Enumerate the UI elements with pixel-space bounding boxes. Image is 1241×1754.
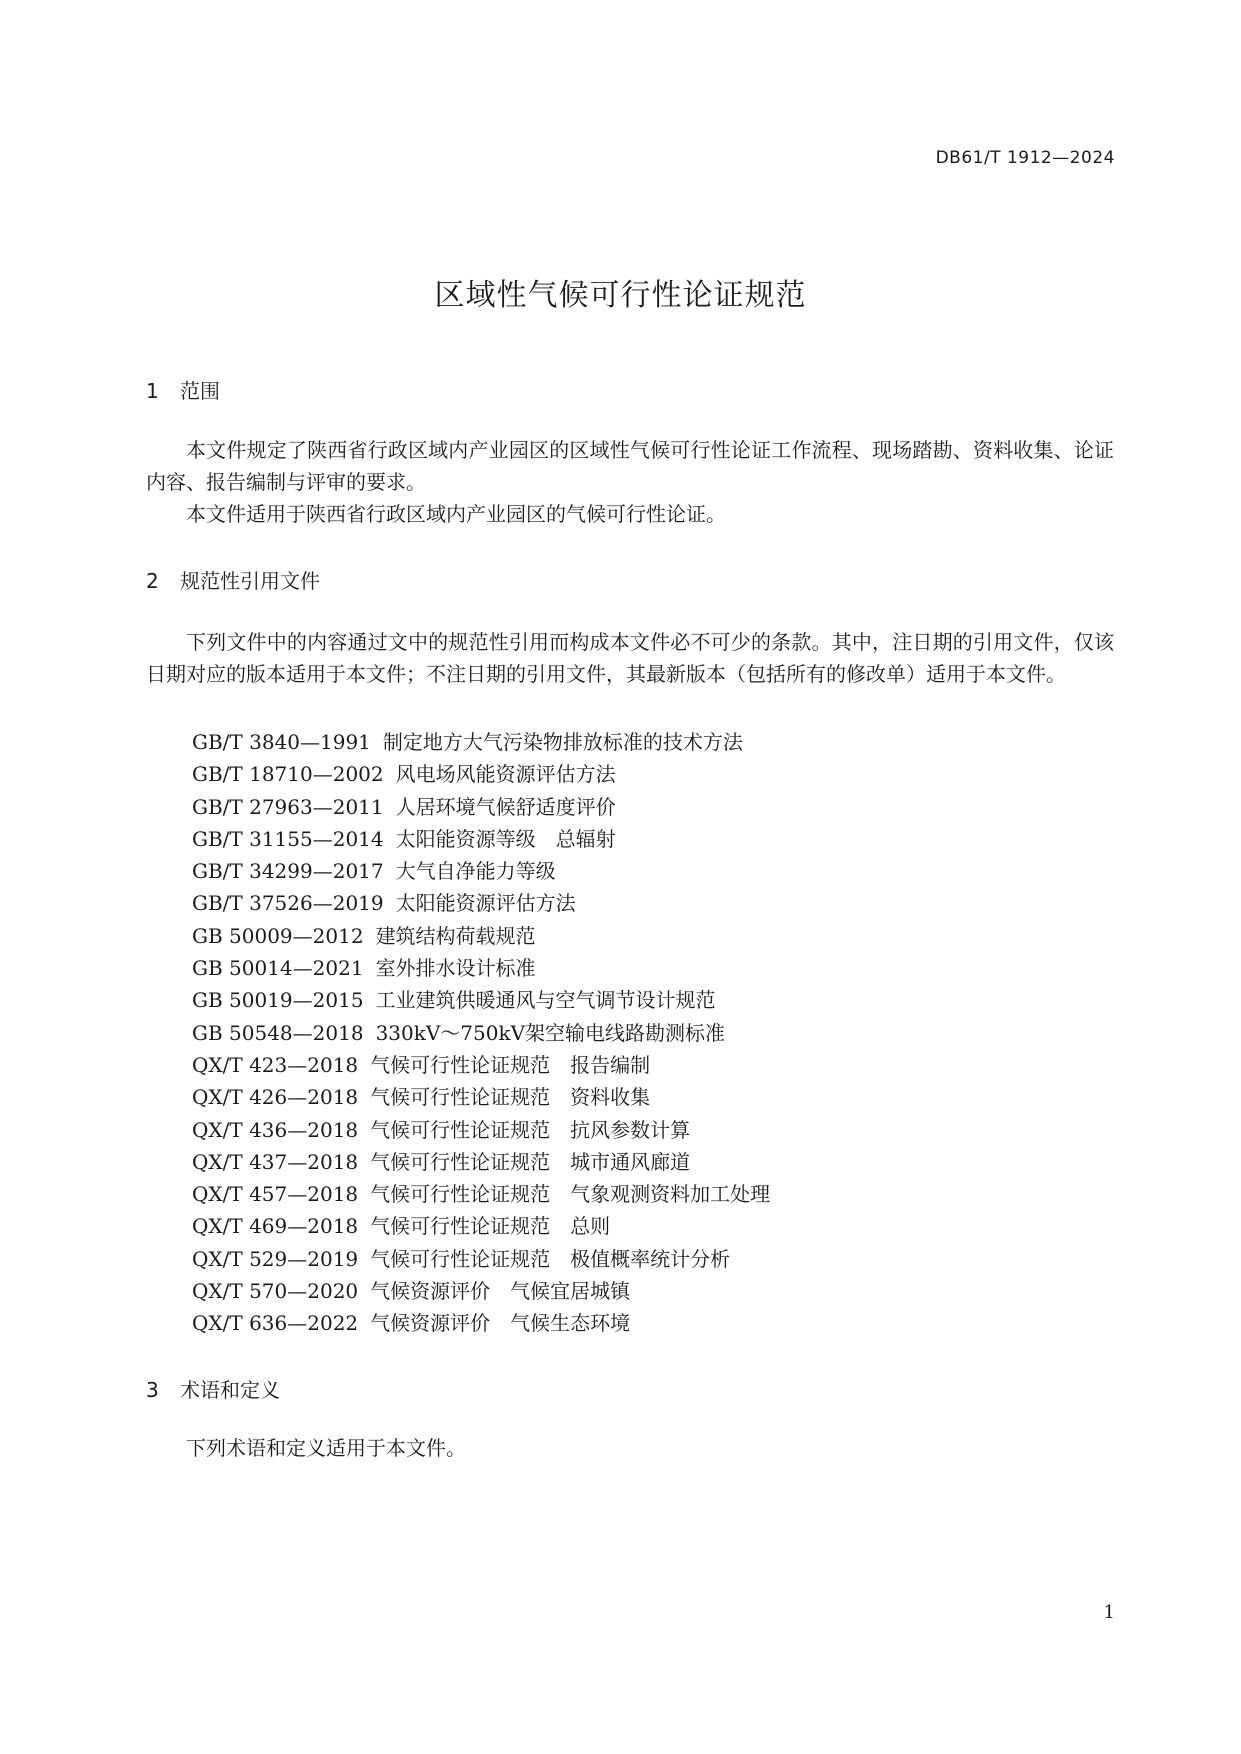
reference-code: QX/T 426—2018 [192, 1085, 359, 1110]
section-title: 范围 [180, 379, 220, 403]
reference-code: QX/T 457—2018 [192, 1182, 359, 1207]
reference-title: 气候资源评价 气候生态环境 [370, 1311, 631, 1336]
reference-code: QX/T 436—2018 [192, 1117, 359, 1142]
document-title: 区域性气候可行性论证规范 [434, 278, 807, 313]
reference-code: QX/T 469—2018 [192, 1214, 359, 1239]
reference-item [192, 1017, 770, 1049]
reference-title: 气候可行性论证规范 抗风参数计算 [370, 1117, 691, 1142]
section-1-paragraph-1: 本文件规定了陕西省行政区域内产业园区的区域性气候可行性论证工作流程、现场踏勘、资料收集、论证内容、报告编制与评审的要求。 [146, 438, 1114, 494]
section-number: 2 [146, 569, 159, 593]
reference-title: 330kV～750kV架空输电线路勘测标准 [375, 1020, 726, 1045]
reference-title: 风电场风能资源评估方法 [395, 762, 616, 787]
reference-item [192, 1081, 770, 1113]
section-2-heading [146, 565, 320, 594]
reference-item [192, 1049, 770, 1081]
reference-title: 气候可行性论证规范 城市通风廊道 [370, 1149, 691, 1174]
reference-title: 制定地方大气污染物排放标准的技术方法 [382, 730, 743, 754]
reference-title: 工业建筑供暖通风与空气调节设计规范 [375, 988, 716, 1013]
reference-title: 室外排水设计标准 [375, 956, 536, 981]
reference-code: GB 50548—2018 [192, 1020, 364, 1045]
reference-code: QX/T 570—2020 [192, 1279, 359, 1304]
reference-item [192, 1114, 770, 1146]
section-title: 规范性引用文件 [180, 569, 320, 593]
reference-item [192, 952, 770, 984]
section-title: 术语和定义 [180, 1378, 280, 1402]
reference-title: 气候可行性论证规范 极值概率统计分析 [370, 1246, 731, 1271]
section-3-heading [146, 1374, 280, 1403]
reference-code: GB/T 18710—2002 [192, 762, 384, 787]
reference-item [192, 1275, 770, 1307]
reference-title: 建筑结构荷载规范 [375, 923, 536, 948]
reference-code: GB 50009—2012 [192, 923, 364, 948]
reference-item [192, 920, 770, 952]
section-2-paragraph-1: 下列文件中的内容通过文中的规范性引用而构成本文件必不可少的条款。其中，注日期的引用文件，仅该日期对应的版本适用于本文件；不注日期的引用文件，其最新版本（包括所有的修改单）适用于本文件。 [146, 630, 1114, 686]
reference-item [192, 726, 770, 758]
reference-title: 气候可行性论证规范 总则 [370, 1214, 611, 1239]
reference-code: QX/T 437—2018 [192, 1149, 359, 1174]
reference-item [192, 1307, 770, 1339]
reference-item [192, 855, 770, 887]
reference-code: QX/T 423—2018 [192, 1052, 359, 1077]
reference-code: GB/T 37526—2019 [192, 891, 384, 916]
reference-item [192, 1210, 770, 1242]
reference-item [192, 1243, 770, 1275]
reference-code: GB 50019—2015 [192, 988, 364, 1013]
normative-reference-list [192, 726, 770, 1340]
reference-code: GB 50014—2021 [192, 956, 364, 981]
page-number: 1 [1103, 1602, 1115, 1623]
reference-title: 太阳能资源等级 总辐射 [395, 826, 616, 851]
reference-item [192, 823, 770, 855]
section-number: 3 [146, 1378, 159, 1402]
section-number: 1 [146, 379, 159, 403]
document-code: DB61/T 1912—2024 [935, 148, 1115, 168]
section-1-heading [146, 375, 220, 404]
reference-title: 气候可行性论证规范 资料收集 [370, 1085, 651, 1110]
reference-code: QX/T 529—2019 [192, 1246, 359, 1271]
reference-title: 大气自净能力等级 [395, 859, 556, 884]
reference-title: 气候可行性论证规范 报告编制 [370, 1052, 651, 1077]
reference-title: 气候可行性论证规范 气象观测资料加工处理 [370, 1182, 771, 1207]
reference-title: 太阳能资源评估方法 [395, 891, 576, 916]
section-3-paragraph-1: 下列术语和定义适用于本文件。 [186, 1436, 466, 1460]
reference-item [192, 758, 770, 790]
reference-code: GB/T 34299—2017 [192, 859, 384, 884]
reference-title: 气候资源评价 气候宜居城镇 [370, 1279, 631, 1304]
reference-code: QX/T 636—2022 [192, 1311, 359, 1336]
reference-item [192, 887, 770, 919]
reference-item [192, 791, 770, 823]
reference-code: GB/T 27963—2011 [192, 794, 384, 819]
section-1-paragraph-2: 本文件适用于陕西省行政区域内产业园区的气候可行性论证。 [186, 502, 726, 526]
reference-code: GB/T 3840—1991 [192, 730, 371, 754]
reference-title: 人居环境气候舒适度评价 [395, 794, 616, 819]
reference-item [192, 1146, 770, 1178]
reference-code: GB/T 31155—2014 [192, 826, 384, 851]
reference-item [192, 984, 770, 1016]
reference-item [192, 1178, 770, 1210]
